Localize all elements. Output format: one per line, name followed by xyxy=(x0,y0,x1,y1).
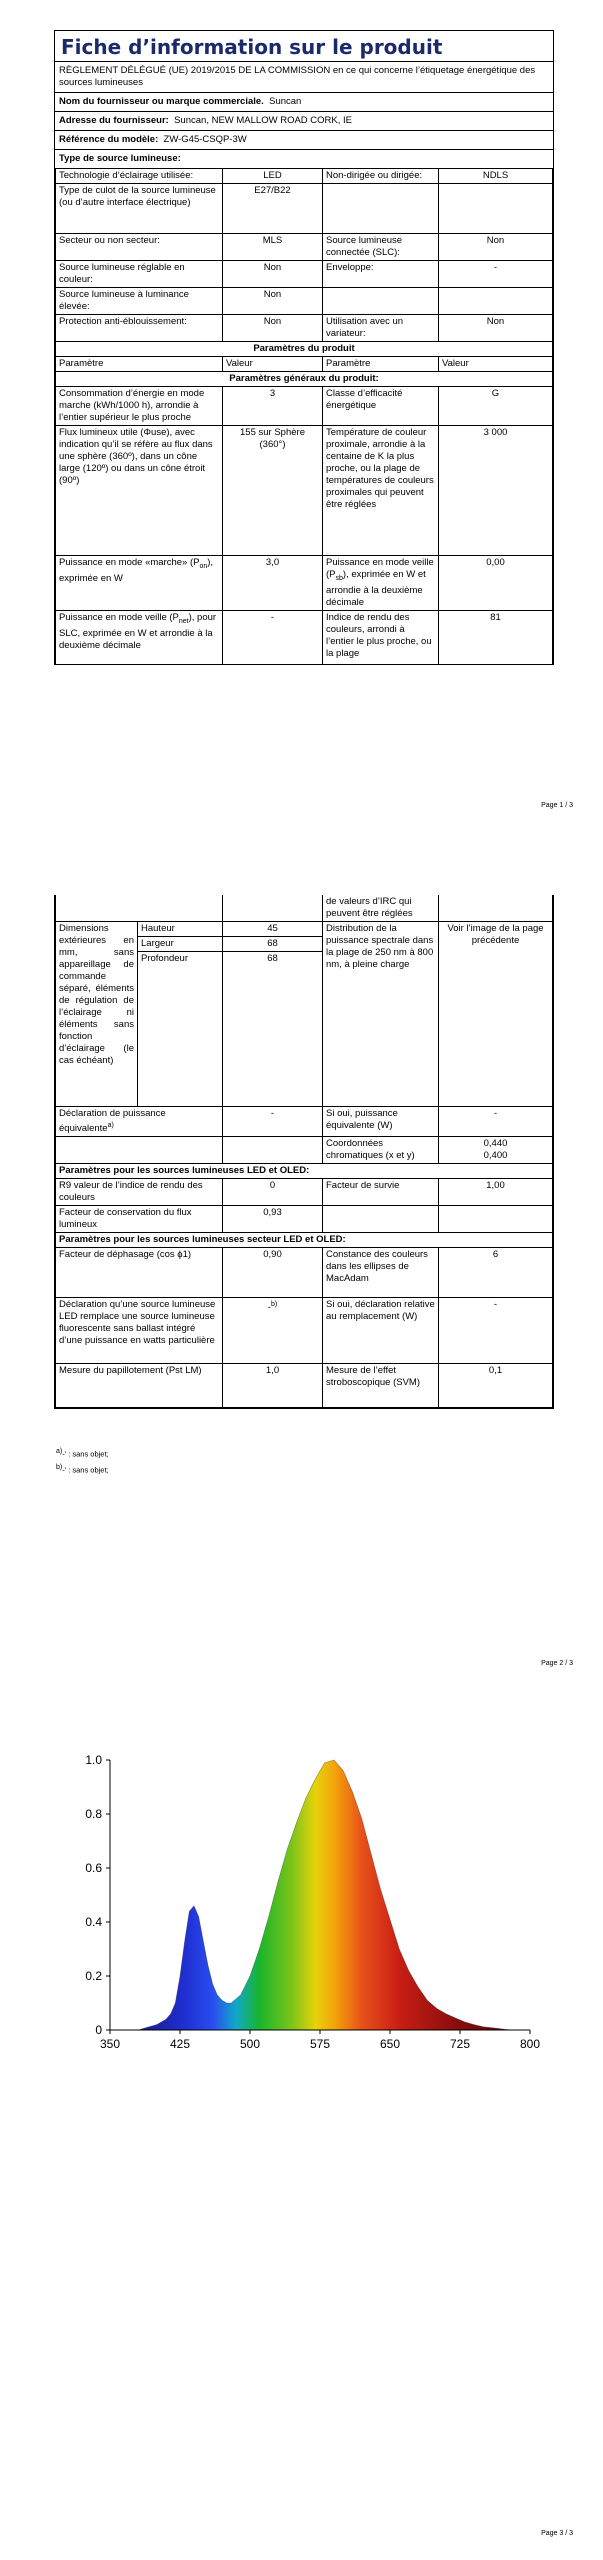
height-value: 45 xyxy=(223,922,323,937)
depth-label: Profondeur xyxy=(138,952,223,1107)
led-header: Paramètres pour les sources lumineuses LED et OLED: xyxy=(56,1164,553,1179)
address-value: Suncan, NEW MALLOW ROAD CORK, IE xyxy=(174,115,352,126)
psb-value: 0,00 xyxy=(439,556,553,611)
svm-label: Mesure de l’effet stroboscopique (SVM) xyxy=(323,1364,439,1408)
pnet-label: Puissance en mode veille $(P_{net})$, pour SLC, exprimée en W et arrondie à la deuxième décimale xyxy=(56,610,223,664)
y-tick-label: 0.8 xyxy=(85,1807,102,1821)
equivw-label: Si oui, puissance équivalente (W) xyxy=(323,1107,439,1137)
energy-value: 3 xyxy=(223,387,323,426)
macadam-label: Constance des couleurs dans les ellipses de MacAdam xyxy=(323,1248,439,1298)
dimmable-value: Non xyxy=(439,315,553,342)
page-2-frame xyxy=(54,895,554,1409)
mains-value: MLS xyxy=(223,234,323,261)
pf-label: Facteur de déphasage (cos ϕ1) xyxy=(56,1248,223,1298)
col-param-2: Paramètre xyxy=(323,357,439,372)
table-row xyxy=(56,1233,553,1248)
highlum-value: Non xyxy=(223,288,323,315)
antiglare-label: Protection anti-éblouissement: xyxy=(56,315,223,342)
cri-label-cont: de valeurs d’IRC qui peuvent être réglées xyxy=(323,895,439,922)
connected-value: Non xyxy=(439,234,553,261)
spectrum-chart xyxy=(60,1750,550,2075)
y-tick-label: 0 xyxy=(95,2023,102,2037)
antiglare-value: Non xyxy=(223,315,323,342)
repl-value: -$^{b)}$ xyxy=(223,1298,323,1364)
x-tick-label: 650 xyxy=(379,2037,401,2051)
cri-label: Indice de rendu des couleurs, arrondi à l’entier le plus proche, ou la plage xyxy=(323,610,439,664)
height-label: Hauteur xyxy=(138,922,223,937)
cap-value: E27/B22 xyxy=(223,184,323,234)
source-type-header: Type de source lumineuse: xyxy=(59,153,181,164)
maint-label: Facteur de conservation du flux lumineux xyxy=(56,1206,223,1233)
maint-value: 0,93 xyxy=(223,1206,323,1233)
repl2-value: - xyxy=(439,1298,553,1364)
footnote-b: $^{b)}$-’ : sans objet; xyxy=(56,1464,109,1475)
model-value: ZW-G45-CSQP-3W xyxy=(163,134,247,145)
dimmable-label: Utilisation avec un variateur: xyxy=(323,315,439,342)
equiv-value: - xyxy=(223,1107,323,1137)
eclass-label: Classe d’efficacité énergétique xyxy=(323,387,439,426)
r9-value: 0 xyxy=(223,1179,323,1206)
supplier-label: Nom du fournisseur ou marque commerciale. xyxy=(59,96,264,107)
col-value-1: Valeur xyxy=(223,357,323,372)
flicker-label: Mesure du papillotement (Pst LM) xyxy=(56,1364,223,1408)
flux-label: Flux lumineux utile (Φuse), avec indication qu’il se réfère au flux dans une sphère (360º), dans un cône large (120º) ou dans un cône étroit (90º) xyxy=(56,426,223,556)
tech-value: LED xyxy=(223,169,323,184)
spectrum-svg xyxy=(60,1750,550,2070)
repl-label: Déclaration qu’une source lumineuse LED remplace une source lumineuse fluorescente sans ballast intégré d’une puissance en watts particulière xyxy=(56,1298,223,1364)
x-tick-label: 425 xyxy=(169,2037,191,2051)
envelope-value: - xyxy=(439,261,553,288)
table-row xyxy=(56,1164,553,1179)
chroma-label: Coordonnées chromatiques (x et y) xyxy=(323,1137,439,1164)
y-tick-label: 1.0 xyxy=(85,1753,102,1767)
macadam-value: 6 xyxy=(439,1248,553,1298)
y-tick-label: 0.4 xyxy=(85,1915,102,1929)
spd-label: Distribution de la puissance spectrale dans la plage de 250 nm à 800 nm, à pleine charge xyxy=(323,922,439,1107)
table-row xyxy=(56,1137,553,1164)
col-param-1: Paramètre xyxy=(56,357,223,372)
x-tick-label: 350 xyxy=(99,2037,121,2051)
r9-label: R9 valeur de l’indice de rendu des couleurs xyxy=(56,1179,223,1206)
general-header: Paramètres généraux du produit: xyxy=(56,372,553,387)
supplier-value: Suncan xyxy=(269,96,302,107)
pf-value: 0,90 xyxy=(223,1248,323,1298)
width-label: Largeur xyxy=(138,937,223,952)
eclass-value: G xyxy=(439,387,553,426)
cap-label: Type de culot de la source lumineuse (ou d’autre interface électrique) xyxy=(56,184,223,234)
page-number-1: Page 1 / 3 xyxy=(541,802,573,809)
x-tick-label: 800 xyxy=(519,2037,541,2051)
x-tick-label: 575 xyxy=(309,2037,331,2051)
cct-label: Température de couleur proximale, arrondie à la centaine de K la plus proche, ou la plage de températures de couleurs proximales qui peuvent être réglées xyxy=(323,426,439,556)
svm-value: 0,1 xyxy=(439,1364,553,1408)
width-value: 68 xyxy=(223,937,323,952)
flicker-value: 1,0 xyxy=(223,1364,323,1408)
x-tick-label: 725 xyxy=(449,2037,471,2051)
chroma-value: 0,440 0,400 xyxy=(439,1137,553,1164)
page-number-2: Page 2 / 3 xyxy=(541,1660,573,1667)
tunable-value: Non xyxy=(223,261,323,288)
page-number-3: Page 3 / 3 xyxy=(541,2530,573,2537)
equiv-label: Déclaration de puissance équivalente$^{a)}$ xyxy=(56,1107,223,1137)
mains-label: Secteur ou non secteur: xyxy=(56,234,223,261)
repl2-label: Si oui, déclaration relative au remplacement (W) xyxy=(323,1298,439,1364)
pon-value: 3,0 xyxy=(223,556,323,611)
cri-value: 81 xyxy=(439,610,553,664)
depth-value: 68 xyxy=(223,952,323,1107)
highlum-label: Source lumineuse à luminance élevée: xyxy=(56,288,223,315)
psb-label: Puissance en mode veille $(P_{sb})$, exprimée en W et arrondie à la deuxième décimale xyxy=(323,556,439,611)
flux-value: 155 sur Sphère (360°) xyxy=(223,426,323,556)
table-row xyxy=(56,1364,553,1408)
col-value-2: Valeur xyxy=(439,357,553,372)
document-title: Fiche d’information sur le produit xyxy=(55,31,553,62)
address-label: Adresse du fournisseur: xyxy=(59,115,169,126)
tech-label: Technologie d’éclairage utilisée: xyxy=(56,169,223,184)
table-row xyxy=(56,1107,553,1137)
tunable-label: Source lumineuse réglable en couleur: xyxy=(56,261,223,288)
x-tick-label: 500 xyxy=(239,2037,261,2051)
table-row xyxy=(56,895,553,922)
table-row xyxy=(56,1179,553,1206)
energy-label: Consommation d’énergie en mode marche (kWh/1000 h), arrondie à l’entier supérieur le plus proche xyxy=(56,387,223,426)
pnet-value: - xyxy=(223,610,323,664)
regulation-text: RÈGLEMENT DÉLÉGUÉ (UE) 2019/2015 DE LA COMMISSION en ce qui concerne l’étiquetage énergétique des sources lumineuses xyxy=(55,62,553,93)
survival-label: Facteur de survie xyxy=(323,1179,439,1206)
connected-label: Source lumineuse connectée (SLC): xyxy=(323,234,439,261)
table-row xyxy=(56,1248,553,1298)
nondir-value: NDLS xyxy=(439,169,553,184)
spd-value: Voir l’image de la page précédente xyxy=(439,922,553,1107)
equivw-value: - xyxy=(439,1107,553,1137)
params-header: Paramètres du produit xyxy=(56,342,553,357)
y-tick-label: 0.2 xyxy=(85,1969,102,1983)
survival-value: 1,00 xyxy=(439,1179,553,1206)
nondir-label: Non-dirigée ou dirigée: xyxy=(323,169,439,184)
mains-header: Paramètres pour les sources lumineuses secteur LED et OLED: xyxy=(56,1233,553,1248)
envelope-label: Enveloppe: xyxy=(323,261,439,288)
page-2-table xyxy=(55,895,553,1408)
footnote-a: $^{a)}$-’ : sans objet; xyxy=(56,1448,109,1459)
table-row xyxy=(56,922,553,937)
model-label: Référence du modèle: xyxy=(59,134,159,145)
cct-value: 3 000 xyxy=(439,426,553,556)
dims-label: Dimensions extérieures en mm, sans appareillage de commande séparé, éléments de régulation de l’éclairage ni éléments sans fonction d’éclairage (le cas échéant) xyxy=(56,922,138,1107)
y-tick-label: 0.6 xyxy=(85,1861,102,1875)
pon-label: Puissance en mode «marche» $(P_{on})$, exprimée en W xyxy=(56,556,223,611)
table-row xyxy=(56,1206,553,1233)
table-row xyxy=(56,1298,553,1364)
spectrum-area xyxy=(138,1760,511,2030)
